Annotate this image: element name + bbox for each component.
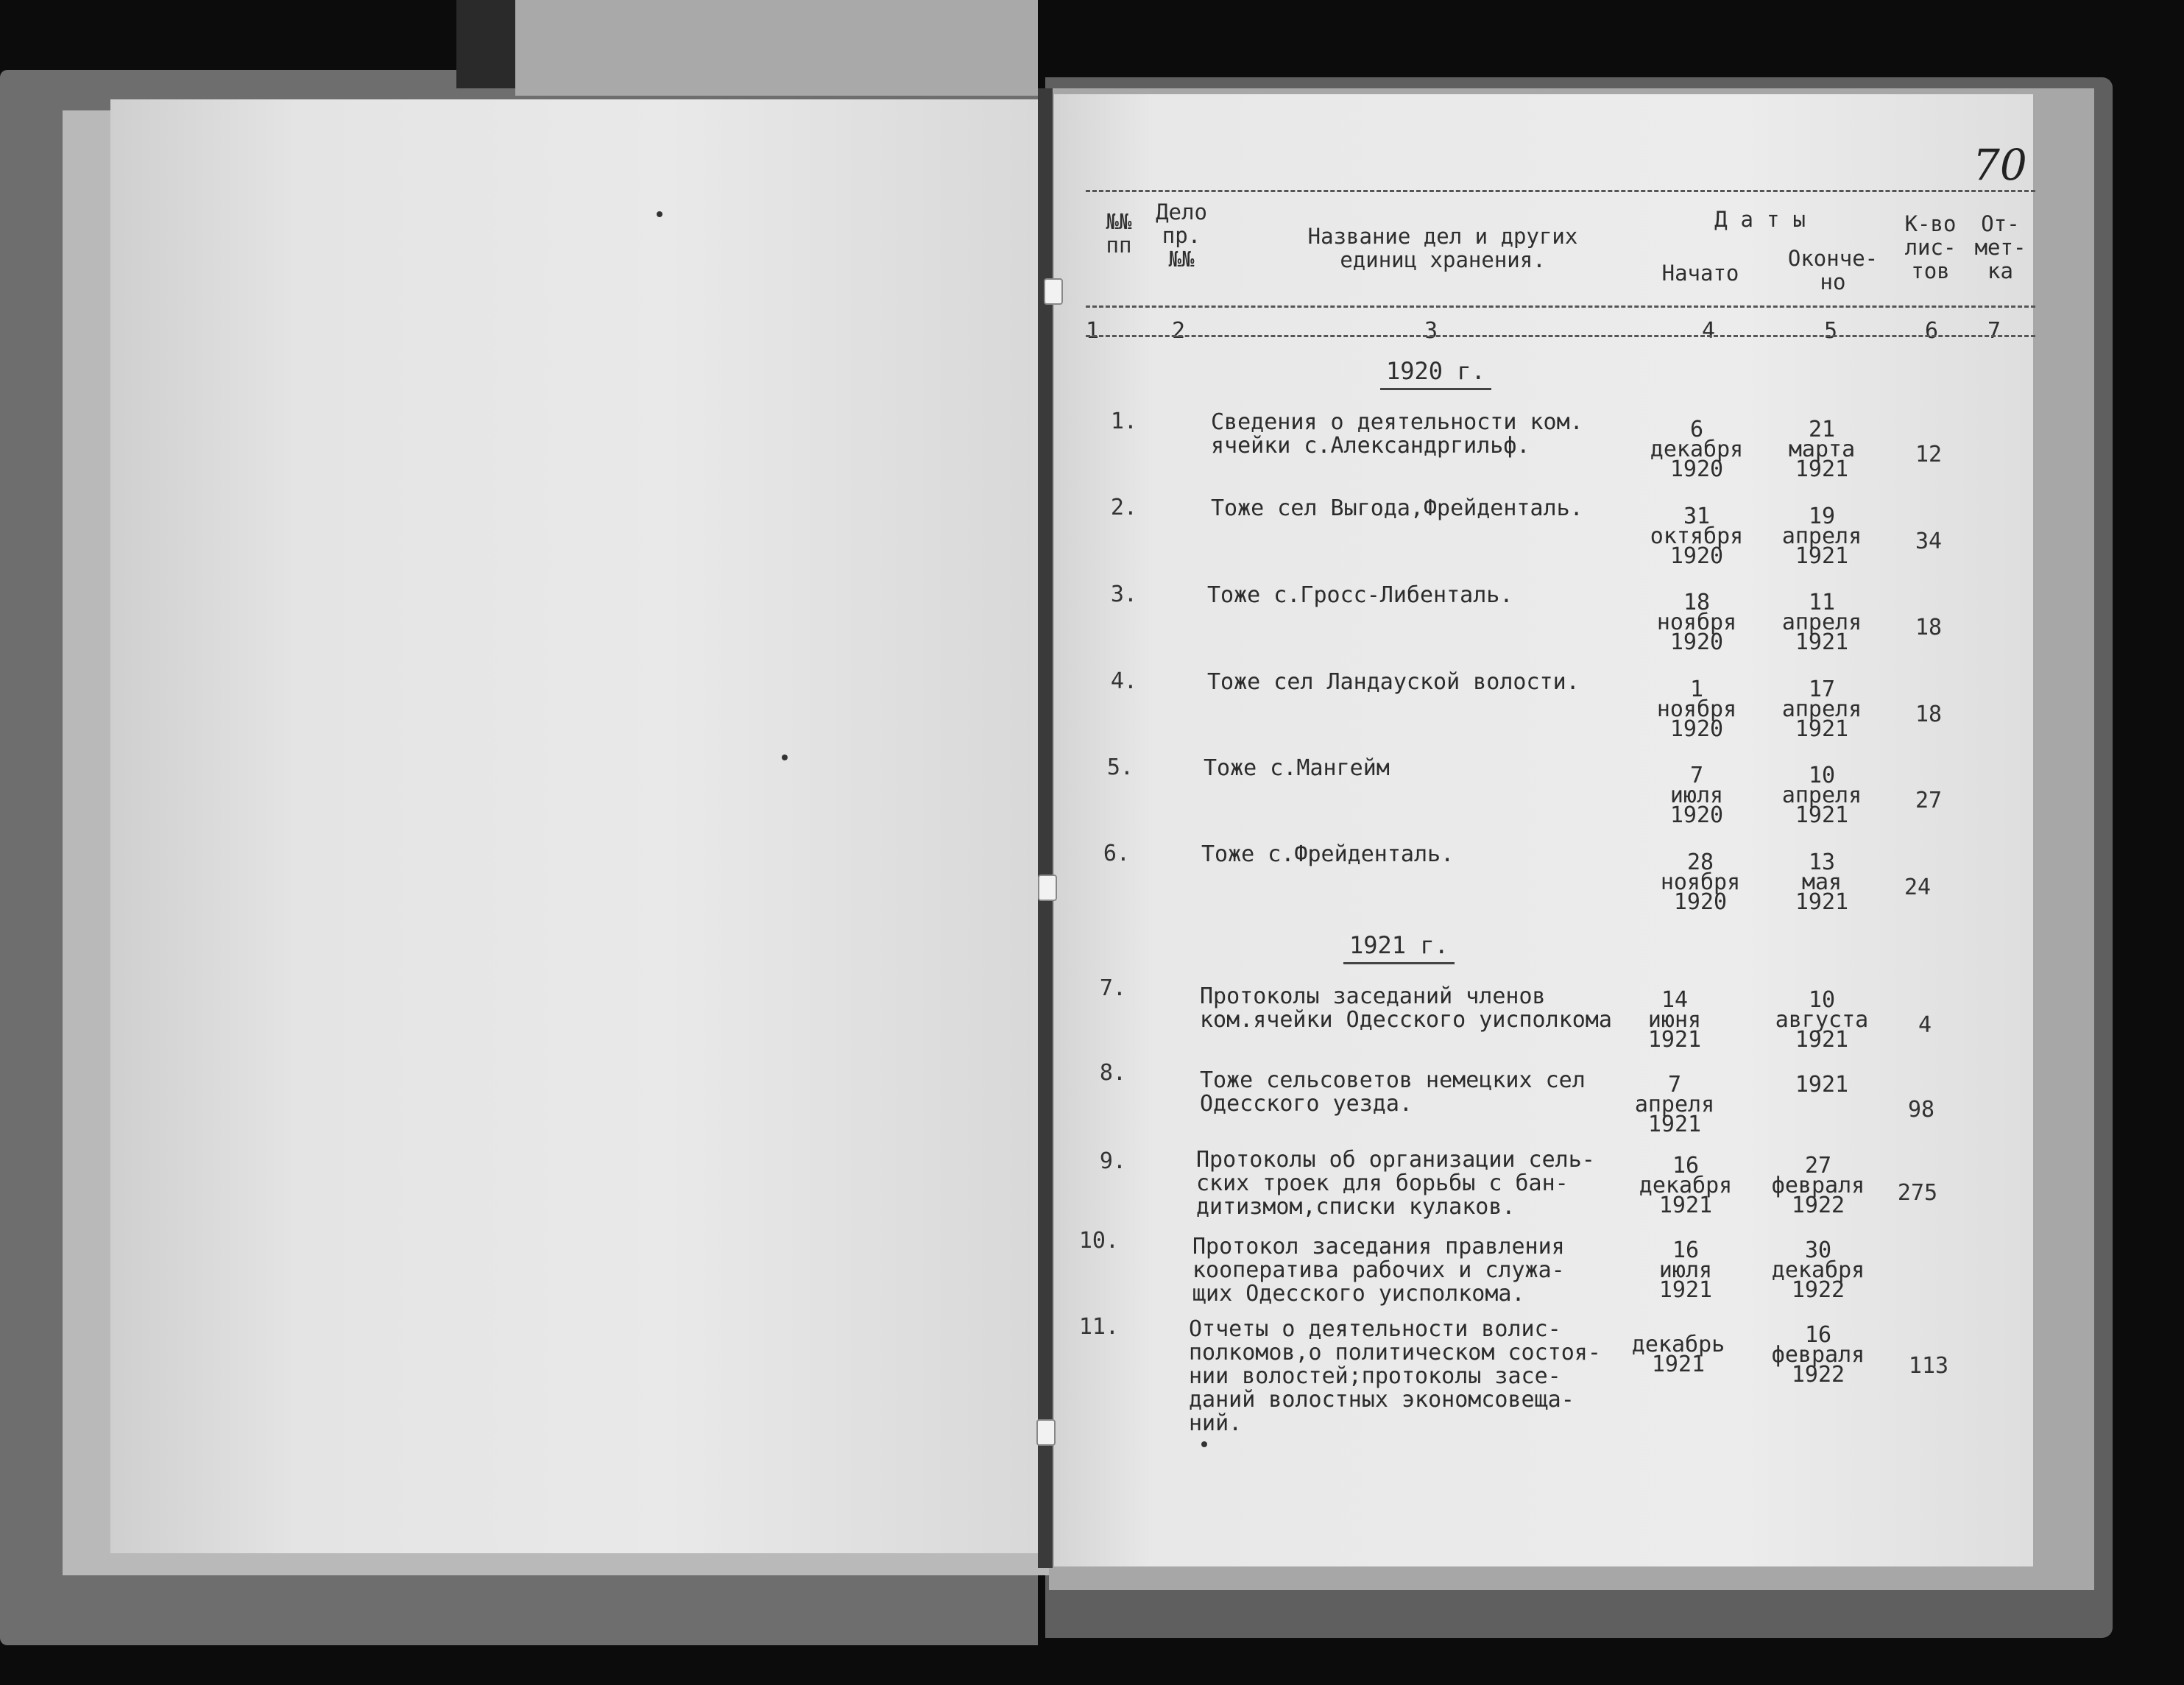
row-sheets: 18 xyxy=(1915,615,1943,640)
row-start-date: 14 июня 1921 xyxy=(1647,987,1702,1053)
binding-thread xyxy=(1038,875,1057,901)
row-start-date: 31 октября 1920 xyxy=(1650,504,1744,569)
column-number: 3 xyxy=(1424,318,1438,344)
row-sheets: 275 xyxy=(1897,1180,1938,1206)
column-number: 7 xyxy=(1987,318,2001,344)
row-title: Протокол заседания правления кооператива рабочих и служа- щих Одесского уисполкома. xyxy=(1192,1234,1565,1307)
row-title: Тоже сельсоветов немецких сел Одесского уезда. xyxy=(1200,1067,1586,1117)
row-start-date: 16 июля 1921 xyxy=(1658,1237,1713,1303)
column-number: 5 xyxy=(1824,318,1838,344)
row-end-date: 17 апреля 1921 xyxy=(1781,677,1862,742)
row-number: 11. xyxy=(1078,1314,1119,1340)
row-title: Тоже с.Гросс-Либенталь. xyxy=(1207,582,1513,608)
row-end-date: 1921 xyxy=(1795,1072,1849,1098)
row-end-date: 13 мая 1921 xyxy=(1795,849,1849,915)
row-sheets: 113 xyxy=(1908,1353,1949,1379)
row-title: Протоколы об организации сель- ских троек для борьбы с бан- дитизмом,списки кулаков. xyxy=(1196,1147,1595,1220)
row-end-date: 11 апреля 1921 xyxy=(1781,590,1862,655)
row-end-date: 19 апреля 1921 xyxy=(1781,504,1862,569)
column-number: 1 xyxy=(1086,318,1100,344)
header-sheets: К-во лис- тов xyxy=(1904,211,1957,283)
year-heading: 1921 г. xyxy=(1343,931,1455,964)
binding-thread xyxy=(1044,278,1063,305)
row-start-date: 1 ноября 1920 xyxy=(1656,677,1737,742)
row-start-date: 6 декабря 1920 xyxy=(1650,417,1744,482)
row-title: Отчеты о деятельности волис- полкомов,о политическом состоя- нии волостей;протоколы засе- даний волостных экономсовеща- ний. xyxy=(1189,1316,1601,1436)
paper-edge xyxy=(515,0,1038,96)
header-mark: От- мет- ка xyxy=(1974,211,2026,283)
row-number: 2. xyxy=(1110,495,1137,520)
row-end-date: 27 февраля 1922 xyxy=(1771,1153,1865,1218)
header-col-case: Дело пр. №№ xyxy=(1156,199,1207,272)
row-number: 1. xyxy=(1110,409,1137,434)
row-sheets: 98 xyxy=(1907,1097,1935,1123)
header-rule-mid xyxy=(1086,305,2035,308)
header-rule-top xyxy=(1086,190,2035,192)
header-col-number: №№ пп xyxy=(1106,209,1132,258)
header-start: Начато xyxy=(1661,261,1739,286)
header-dates: Даты xyxy=(1714,207,1819,232)
row-start-date: декабрь 1921 xyxy=(1631,1332,1725,1377)
row-start-date: 7 июля 1920 xyxy=(1669,763,1724,828)
header-end: Оконче- но xyxy=(1787,246,1879,294)
row-end-date: 30 декабря 1922 xyxy=(1771,1237,1865,1303)
row-number: 7. xyxy=(1099,975,1126,1001)
row-sheets: 27 xyxy=(1915,788,1943,813)
row-end-date: 10 апреля 1921 xyxy=(1781,763,1862,828)
row-title: Протоколы заседаний членов ком.ячейки Одесского уисполкома xyxy=(1200,983,1612,1033)
row-title: Тоже с.Фрейденталь. xyxy=(1201,841,1455,867)
column-number: 2 xyxy=(1172,318,1186,344)
row-number: 5. xyxy=(1106,755,1134,780)
row-title: Тоже сел Выгода,Фрейденталь. xyxy=(1211,495,1583,521)
speck xyxy=(1201,1441,1207,1447)
paper-edge xyxy=(456,0,515,88)
row-start-date: 7 апреля 1921 xyxy=(1634,1072,1715,1137)
speck xyxy=(782,755,788,760)
column-number: 6 xyxy=(1925,318,1939,344)
row-title: Сведения о деятельности ком. ячейки с.Александргильф. xyxy=(1211,409,1583,459)
row-number: 10. xyxy=(1078,1228,1119,1254)
row-sheets: 24 xyxy=(1904,875,1932,900)
row-sheets: 4 xyxy=(1918,1012,1932,1038)
row-number: 4. xyxy=(1110,668,1137,694)
row-start-date: 16 декабря 1921 xyxy=(1639,1153,1733,1218)
header-rule-bottom xyxy=(1086,335,2035,337)
row-number: 3. xyxy=(1110,582,1137,607)
row-start-date: 28 ноября 1920 xyxy=(1660,849,1741,915)
binding-thread xyxy=(1036,1419,1056,1446)
row-end-date: 10 августа 1921 xyxy=(1775,987,1869,1053)
row-title: Тоже с.Мангейм xyxy=(1204,755,1390,781)
row-sheets: 34 xyxy=(1915,529,1943,554)
row-number: 9. xyxy=(1099,1148,1126,1174)
row-end-date: 16 февраля 1922 xyxy=(1771,1322,1865,1388)
row-end-date: 21 марта 1921 xyxy=(1788,417,1856,482)
row-start-date: 18 ноября 1920 xyxy=(1656,590,1737,655)
row-number: 6. xyxy=(1103,841,1130,866)
row-sheets: 18 xyxy=(1915,702,1943,727)
blank-left-page xyxy=(110,99,1042,1553)
year-heading: 1920 г. xyxy=(1380,357,1491,390)
speck xyxy=(657,211,662,217)
column-number: 4 xyxy=(1702,318,1716,344)
row-number: 8. xyxy=(1099,1060,1126,1086)
row-sheets: 12 xyxy=(1915,442,1943,467)
book-spine xyxy=(1038,88,1053,1568)
row-title: Тоже сел Ландауской волости. xyxy=(1207,669,1580,695)
header-col-title: Название дел и других единиц хранения. xyxy=(1307,224,1578,272)
sheet-number: 70 xyxy=(1973,140,2027,190)
